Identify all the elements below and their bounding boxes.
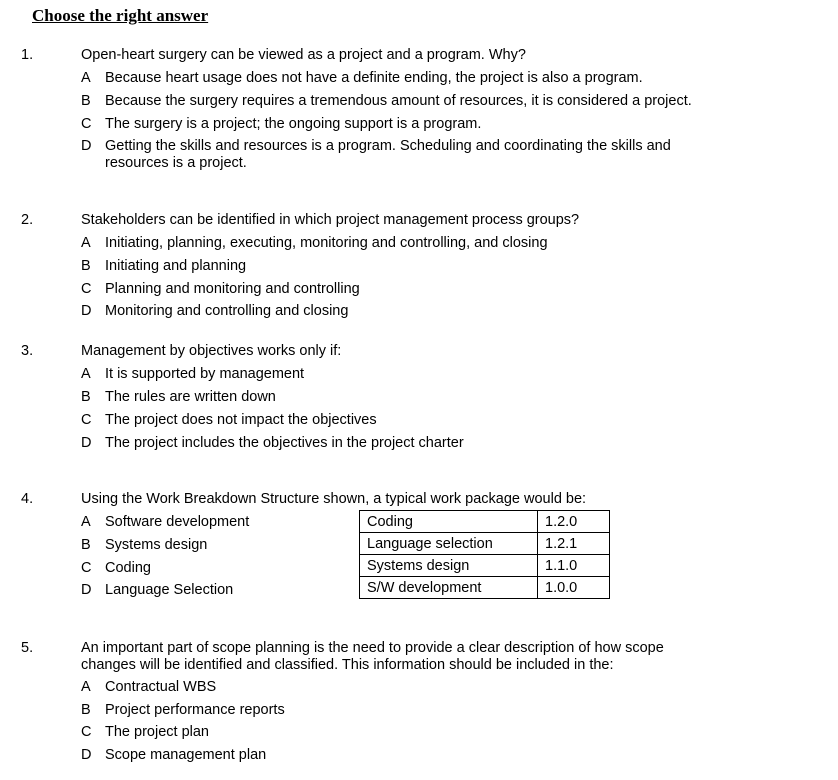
option-letter: C (81, 116, 92, 132)
table-row (360, 511, 610, 533)
answer-option (81, 702, 285, 718)
question-number: 3. (21, 343, 34, 359)
answer-option (81, 537, 207, 553)
option-letter: D (81, 138, 92, 154)
answer-option (81, 281, 360, 297)
option-text: Scope management plan (105, 747, 267, 763)
option-letter: C (81, 560, 92, 576)
question-text: Open-heart surgery can be viewed as a project and a program. Why? (81, 47, 526, 63)
option-text: Planning and monitoring and controlling (105, 281, 360, 297)
option-text: Language Selection (105, 582, 234, 598)
option-letter: C (81, 281, 92, 297)
answer-option (81, 303, 348, 319)
question-number: 5. (21, 640, 34, 656)
option-letter: B (81, 702, 91, 718)
option-letter: A (81, 514, 91, 530)
option-letter: A (81, 235, 91, 251)
question-text: Stakeholders can be identified in which project management process groups? (81, 212, 580, 228)
wbs-item-name: Coding (360, 511, 538, 533)
option-text: Because the surgery requires a tremendous amount of resources, it is considered a project. (105, 93, 692, 109)
option-letter: B (81, 93, 91, 109)
wbs-item-name: Systems design (360, 555, 538, 577)
answer-option (81, 747, 266, 763)
option-letter: A (81, 366, 91, 382)
wbs-table (359, 510, 610, 599)
option-text: It is supported by management (105, 366, 305, 382)
question-text: Management by objectives works only if: (81, 343, 342, 359)
option-letter: B (81, 389, 91, 405)
wbs-item-code: 1.1.0 (538, 555, 610, 577)
option-letter: C (81, 724, 92, 740)
wbs-item-code: 1.0.0 (538, 577, 610, 599)
wbs-item-code: 1.2.1 (538, 533, 610, 555)
option-letter: D (81, 747, 92, 763)
question-number: 2. (21, 212, 34, 228)
option-text: Monitoring and controlling and closing (105, 303, 349, 319)
option-text: Software development (105, 514, 250, 530)
answer-option (81, 70, 643, 86)
answer-option (81, 258, 246, 274)
option-text: Project performance reports (105, 702, 285, 718)
table-row (360, 577, 610, 599)
wbs-item-name: S/W development (360, 577, 538, 599)
option-letter: B (81, 537, 91, 553)
answer-option (81, 366, 304, 382)
option-text: The project includes the objectives in the project charter (105, 435, 464, 451)
option-letter: D (81, 435, 92, 451)
answer-option (81, 412, 377, 428)
option-text: The rules are written down (105, 389, 276, 405)
question-number: 4. (21, 491, 34, 507)
option-letter: C (81, 412, 92, 428)
table-row (360, 533, 610, 555)
answer-option (81, 514, 249, 530)
option-letter: D (81, 582, 92, 598)
option-letter: A (81, 679, 91, 695)
option-letter: B (81, 258, 91, 274)
option-text: Initiating, planning, executing, monitoring and controlling, and closing (105, 235, 548, 251)
question-text: An important part of scope planning is the need to provide a clear description of how scope changes will be identified and classified. This information should be included in the: (81, 640, 664, 673)
option-text: Because heart usage does not have a definite ending, the project is also a program. (105, 70, 643, 86)
question-text: Using the Work Breakdown Structure shown, a typical work package would be: (81, 491, 587, 507)
option-text: The surgery is a project; the ongoing support is a program. (105, 116, 482, 132)
answer-option (81, 582, 233, 598)
option-text: Contractual WBS (105, 679, 217, 695)
option-text: Systems design (105, 537, 208, 553)
question-number: 1. (21, 47, 34, 63)
answer-option (81, 116, 481, 132)
option-letter: A (81, 70, 91, 86)
option-text: Initiating and planning (105, 258, 247, 274)
option-text: Coding (105, 560, 151, 576)
answer-option (81, 235, 548, 251)
option-text: The project does not impact the objectives (105, 412, 377, 428)
answer-option (81, 435, 464, 451)
option-letter: D (81, 303, 92, 319)
wbs-item-name: Language selection (360, 533, 538, 555)
answer-option (81, 93, 692, 109)
answer-option (81, 724, 209, 740)
answer-option (81, 679, 216, 695)
table-row (360, 555, 610, 577)
page-title: Choose the right answer (32, 6, 209, 25)
answer-option (81, 389, 276, 405)
option-text: The project plan (105, 724, 209, 740)
option-text: Getting the skills and resources is a program. Scheduling and coordinating the skills and resources is a project. (105, 138, 671, 171)
answer-option (81, 560, 151, 576)
answer-option (81, 138, 681, 172)
wbs-item-code: 1.2.0 (538, 511, 610, 533)
